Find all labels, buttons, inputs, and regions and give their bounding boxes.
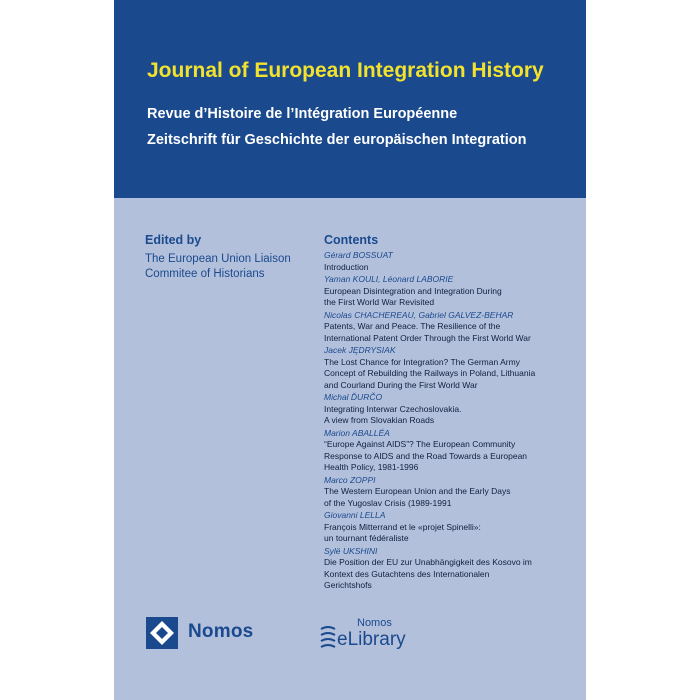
contents-item: [324, 546, 579, 592]
title-band: [114, 0, 586, 198]
article-title-line: A view from Slovakian Roads: [324, 415, 435, 425]
article-title-line: of the Yugoslav Crisis (1989-1991: [324, 497, 452, 508]
article-authors: Nicolas CHACHEREAU, Gabriel GALVEZ-BEHAR: [324, 309, 514, 320]
contents-item: [324, 310, 579, 345]
article-title-line: Integrating Interwar Czechoslovakia.: [324, 403, 462, 414]
contents-item: [324, 250, 579, 273]
article-authors: Giovanni LELLA: [324, 510, 386, 520]
article-title-line: Die Position der EU zur Unabhängigkeit des Kosovo im: [324, 557, 532, 567]
article-title-line: un tournant fédéraliste: [324, 533, 409, 543]
article-title: [324, 486, 579, 509]
contents-heading: Contents: [324, 233, 379, 247]
elibrary-logo: [319, 617, 429, 657]
elibrary-wordmark: eLibrary: [337, 629, 406, 650]
article-title: [324, 357, 579, 392]
elibrary-waves-icon: [319, 623, 337, 651]
edited-by-heading: Edited by: [145, 233, 202, 247]
editor-line: The European Union Liaison: [145, 253, 291, 265]
contents-item: [324, 428, 579, 474]
article-title-line: Gerichtshofs: [324, 580, 372, 590]
article-title-line: and Courland During the First World War: [324, 379, 478, 390]
subtitle-german: Zeitschrift für Geschichte der europäischen Integration: [147, 132, 527, 148]
article-title-line: Introduction: [324, 261, 369, 272]
contents-item: [324, 510, 579, 545]
article-authors: Sylë UKSHINI: [324, 545, 378, 556]
article-title-line: The Western European Union and the Early Days: [324, 486, 511, 496]
article-title-line: Concept of Rebuilding the Railways in Poland, Lithuania: [324, 368, 536, 378]
article-authors: Marco ZOPPI: [324, 474, 376, 485]
contents-item: [324, 475, 579, 510]
article-title: [324, 321, 579, 344]
article-title-line: Health Policy, 1981-1996: [324, 462, 419, 472]
article-title-line: François Mitterrand et le «projet Spinelli»:: [324, 521, 481, 532]
article-title-line: “Europe Against AIDS”? The European Community: [324, 439, 516, 449]
article-title: [324, 522, 579, 545]
article-title-line: International Patent Order Through the First World War: [324, 332, 531, 343]
article-title-line: Kontext des Gutachtens des Internationalen: [324, 568, 490, 579]
article-authors: Marion ABALLÉA: [324, 427, 390, 438]
contents-item: [324, 392, 579, 427]
article-authors: Yaman KOULI, Léonard LABORIE: [324, 274, 454, 284]
nomos-diamond-icon: [146, 617, 178, 649]
contents-list: [324, 250, 579, 593]
article-title: [324, 286, 579, 309]
article-title: [324, 404, 579, 427]
article-authors: Gérard BOSSUAT: [324, 250, 393, 260]
article-title-line: European Disintegration and Integration During: [324, 285, 502, 296]
article-authors: Jacek JĘDRYSIAK: [324, 345, 396, 355]
article-title: [324, 557, 579, 592]
article-authors: Michal ĎURČO: [324, 392, 383, 402]
article-title-line: the First World War Revisited: [324, 297, 435, 307]
elibrary-brand: Nomos: [357, 617, 392, 629]
editor-line: Commitee of Historians: [145, 268, 265, 280]
nomos-logo: [146, 617, 256, 649]
subtitle-french: Revue d’Histoire de l’Intégration Européenne: [147, 106, 458, 122]
contents-item: [324, 274, 579, 309]
article-title-line: The Lost Chance for Integration? The German Army: [324, 356, 520, 367]
nomos-wordmark: Nomos: [188, 621, 254, 642]
journal-title: Journal of European Integration History: [147, 59, 544, 82]
article-title: [324, 439, 579, 474]
article-title: [324, 262, 579, 274]
article-title-line: Patents, War and Peace. The Resilience of the: [324, 321, 501, 331]
contents-item: [324, 345, 579, 391]
article-title-line: Response to AIDS and the Road Towards a European: [324, 450, 528, 461]
book-cover: [114, 0, 586, 700]
